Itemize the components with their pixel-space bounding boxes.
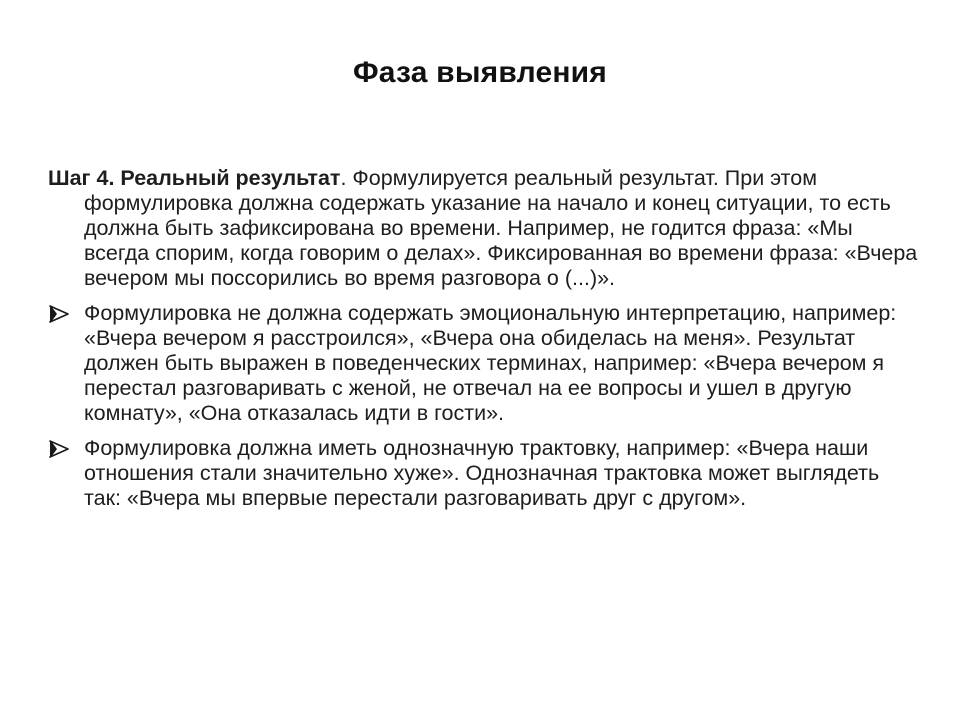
arrowhead-bullet-icon [48,439,70,459]
arrowhead-bullet-icon [48,304,70,324]
bullet-item [48,301,918,426]
bullet-text: Формулировка должна иметь однозначную трактовку, например: «Вчера наши отношения стали значительно хуже». Однозначная трактовка может выглядеть так: «Вчера мы впервые перестали разговаривать друг с другом». [84,436,880,510]
bullet-text: Формулировка не должна содержать эмоциональную интерпретацию, например: «Вчера вечером я расстроился», «Вчера она обиделась на меня». Результат должен быть выражен в поведенческих терминах, например: «Вчера вечером я перестал разговаривать с женой, не отвечал на ее вопросы и ушел в другую комнату», «Она отказалась идти в гости». [84,301,897,425]
bullet-item [48,436,918,511]
step-text: . Формулируется реальный результат. При этом формулировка должна содержать указание на начало и конец ситуации, то есть должна быть зафиксирована во времени. Например, не годится фраза: «Мы всегда спорим, когда говорим о делах». Фиксированная во времени фраза: «Вчера вечером мы поссорились во время разговора о (...)». [84,166,918,290]
step-paragraph [48,166,918,291]
slide-body [48,166,918,521]
slide-title: Фаза выявления [352,56,608,89]
step-heading: Шаг 4. Реальный результат [48,166,341,190]
